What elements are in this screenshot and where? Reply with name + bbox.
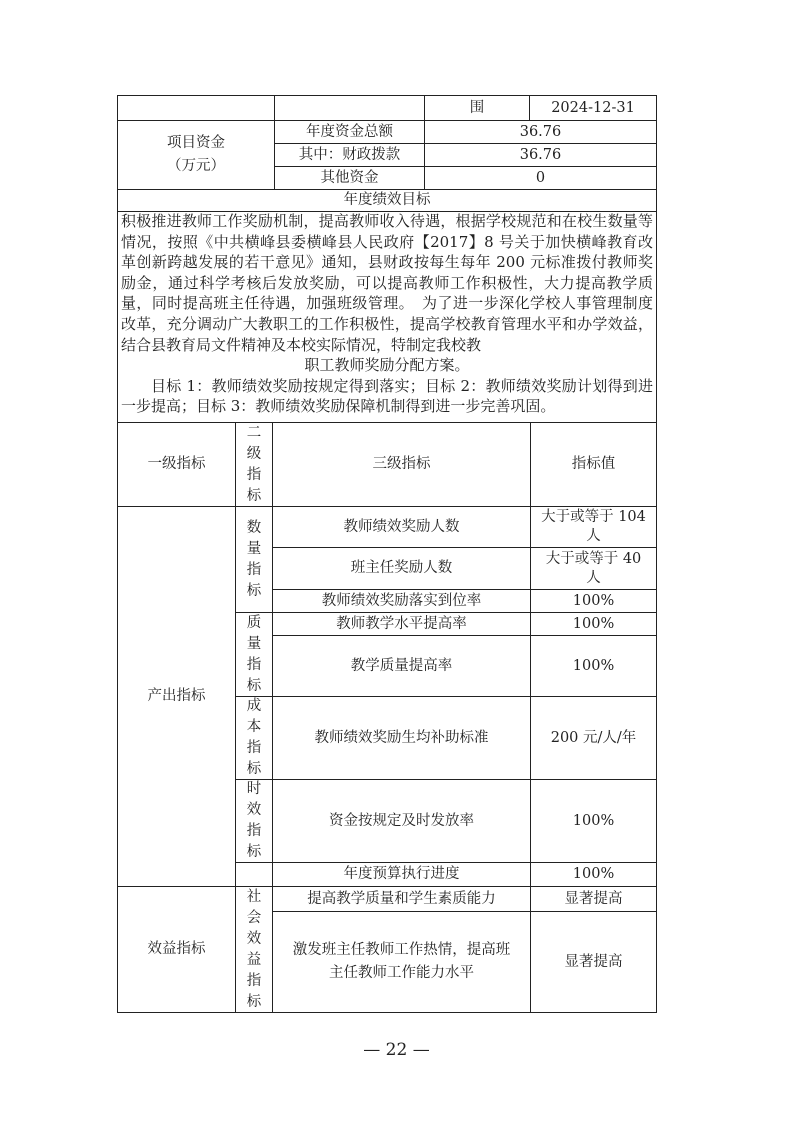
- indicator-value: 100%: [530, 862, 657, 887]
- funds-total-value: 36.76: [424, 120, 657, 144]
- output-indicator-label: 产出指标: [117, 506, 236, 887]
- header-level2: 二 级 指 标: [235, 422, 273, 507]
- annual-goal-paragraph-end: 职工教师奖励分配方案。: [304, 356, 470, 375]
- indicator-name: 资金按规定及时发放率: [272, 779, 531, 863]
- header-value: 指标值: [530, 422, 657, 507]
- funds-fiscal-value: 36.76: [424, 143, 657, 167]
- indicator-value: 显著提高: [530, 911, 657, 1013]
- indicator-value: 大于或等于 40 人: [530, 547, 657, 590]
- indicator-name: 教师教学水平提高率: [272, 612, 531, 636]
- funds-label-cell: [117, 120, 275, 190]
- funds-other-label: 其他资金: [274, 166, 425, 190]
- funds-fiscal-label: 其中：财政拨款: [274, 143, 425, 167]
- indicator-name: 教师绩效奖励人数: [272, 506, 531, 548]
- indicator-name: 班主任奖励人数: [272, 547, 531, 590]
- header-level1: 一级指标: [117, 422, 236, 507]
- funds-label: 项目资金: [167, 135, 225, 151]
- annual-goal-targets: 目标 1：教师绩效奖励按规定得到落实；目标 2：教师绩效奖励计划得到进一步提高；目标 3：教师绩效奖励保障机制得到进一步完善巩固。: [121, 376, 653, 416]
- indicator-name: 激发班主任教师工作热情，提高班 主任教师工作能力水平: [272, 911, 531, 1013]
- indicator-name: 教师绩效奖励生均补助标准: [272, 696, 531, 780]
- page-number: — 22 —: [363, 1040, 430, 1060]
- funds-total-label: 年度资金总额: [274, 120, 425, 144]
- indicator-name: 提高教学质量和学生素质能力: [272, 886, 531, 912]
- indicator-value: 200 元/人/年: [530, 696, 657, 780]
- timeliness-indicator-label: 时 效 指 标: [235, 779, 273, 863]
- social-benefit-indicator-label: 社 会 效 益 指 标: [235, 886, 273, 1013]
- indicator-name: 年度预算执行进度: [272, 862, 531, 887]
- benefit-indicator-label: 效益指标: [117, 886, 236, 1013]
- funds-unit: （万元）: [167, 158, 225, 174]
- top-mid-cell: [274, 95, 425, 121]
- annual-goal-text: [117, 211, 657, 423]
- cost-indicator-label: 成 本 指 标: [235, 696, 273, 780]
- indicator-name: 教学质量提高率: [272, 635, 531, 697]
- quality-indicator-label: 质 量 指 标: [235, 612, 273, 697]
- indicator-value: 100%: [530, 589, 657, 613]
- period-label: 围: [469, 99, 485, 116]
- period-end-date-cell: [529, 95, 657, 121]
- indicator-name: 教师绩效奖励落实到位率: [272, 589, 531, 613]
- indicator-value: 100%: [530, 779, 657, 863]
- top-left-cell: [117, 95, 275, 121]
- period-end-date: 2024-12-31: [551, 99, 635, 116]
- quantity-indicator-label: 数 量 指 标: [235, 506, 273, 613]
- budget-indicator-label: [235, 862, 273, 887]
- indicator-value: 大于或等于 104 人: [530, 506, 657, 548]
- header-level3: 三级指标: [272, 422, 531, 507]
- indicator-value: 100%: [530, 635, 657, 697]
- annual-goal-paragraph: 积极推进教师工作奖励机制，提高教师收入待遇，根据学校规范和在校生数量等情况，按照《中共横峰县委横峰县人民政府【2017】8 号关于加快横峰教育改革创新跨越发展的若干意见》通知，县财政按每生每年 200 元标准拨付教师奖励金，通过科学考核后发放奖励，可以提高教师工作积极性，大力提高教学质量，同时提高班主任待遇，加强班级管理。 为了进一步深化学校人事管理制度改革，充分调动广大教职工的工作积极性，提高学校教育管理水平和办学效益，结合县教育局文件精神及本校实际情况，特制定我校教: [121, 212, 653, 354]
- annual-goal-title: 年度绩效目标: [117, 189, 657, 212]
- indicator-value: 显著提高: [530, 886, 657, 912]
- period-label-cell: [424, 95, 530, 121]
- funds-other-value: 0: [424, 166, 657, 190]
- indicator-value: 100%: [530, 612, 657, 636]
